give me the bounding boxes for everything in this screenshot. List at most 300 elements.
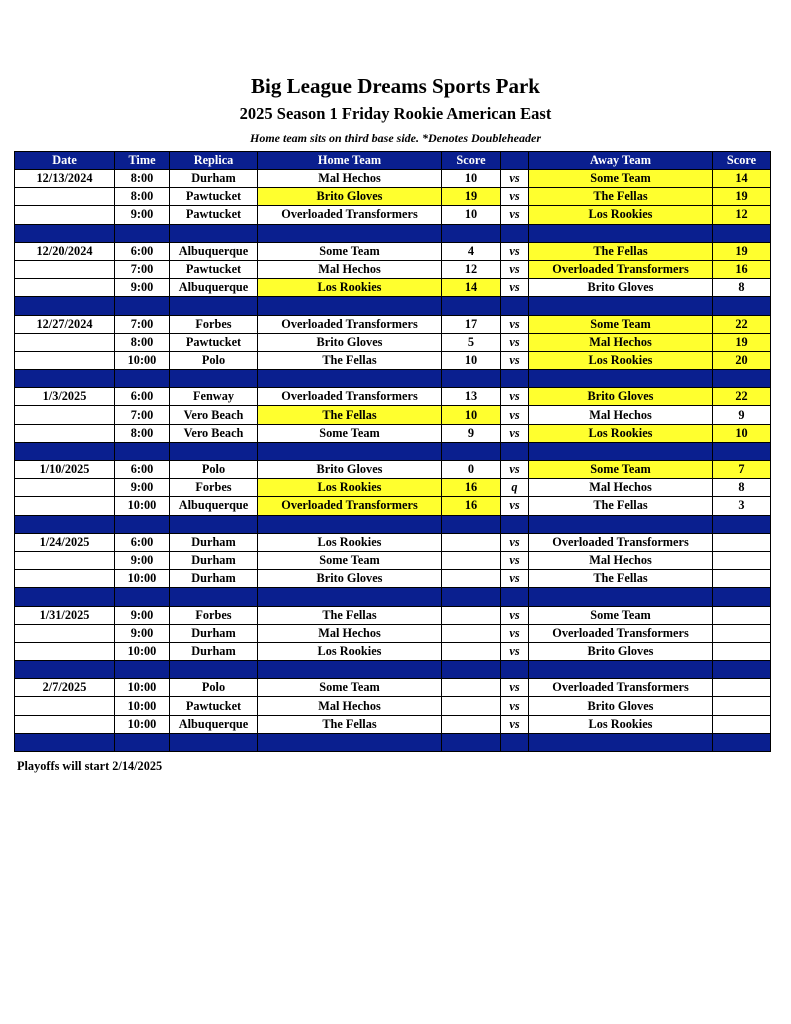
time-cell: 8:00 xyxy=(115,188,170,206)
week-separator-row xyxy=(15,442,771,460)
date-cell: 12/13/2024 xyxy=(15,170,115,188)
away-team-cell: Brito Gloves xyxy=(529,642,713,660)
away-team-cell: Mal Hechos xyxy=(529,333,713,351)
date-cell: 12/27/2024 xyxy=(15,315,115,333)
separator-cell xyxy=(529,224,713,242)
time-cell: 9:00 xyxy=(115,606,170,624)
separator-cell xyxy=(442,588,501,606)
home-score-cell: 13 xyxy=(442,388,501,406)
home-team-cell: Some Team xyxy=(258,424,442,442)
separator-cell xyxy=(170,515,258,533)
date-cell xyxy=(15,479,115,497)
home-team-cell: Overloaded Transformers xyxy=(258,388,442,406)
separator-cell xyxy=(15,733,115,751)
separator-cell xyxy=(170,442,258,460)
away-score-cell xyxy=(713,715,771,733)
home-team-cell: Some Team xyxy=(258,551,442,569)
game-row xyxy=(15,333,771,351)
vs-cell: vs xyxy=(501,624,529,642)
page-title: Big League Dreams Sports Park xyxy=(251,74,540,98)
separator-cell xyxy=(501,515,529,533)
away-score-cell xyxy=(713,679,771,697)
game-row xyxy=(15,715,771,733)
separator-cell xyxy=(258,224,442,242)
home-team-cell: Some Team xyxy=(258,242,442,260)
vs-cell: vs xyxy=(501,206,529,224)
separator-cell xyxy=(442,442,501,460)
away-team-cell: Brito Gloves xyxy=(529,697,713,715)
separator-cell xyxy=(170,224,258,242)
home-team-cell: Brito Gloves xyxy=(258,461,442,479)
home-score-cell xyxy=(442,606,501,624)
home-score-cell: 17 xyxy=(442,315,501,333)
away-score-cell xyxy=(713,624,771,642)
separator-cell xyxy=(529,661,713,679)
separator-cell xyxy=(15,515,115,533)
doubleheader-note: Home team sits on third base side. *Denotes Doubleheader xyxy=(250,131,541,145)
home-team-cell: Brito Gloves xyxy=(258,333,442,351)
separator-cell xyxy=(170,297,258,315)
date-cell: 12/20/2024 xyxy=(15,242,115,260)
separator-cell xyxy=(115,297,170,315)
away-score-cell: 8 xyxy=(713,479,771,497)
schedule-body xyxy=(15,170,771,752)
separator-cell xyxy=(170,733,258,751)
separator-cell xyxy=(713,442,771,460)
game-row xyxy=(15,606,771,624)
replica-cell: Pawtucket xyxy=(170,188,258,206)
week-separator-row xyxy=(15,370,771,388)
home-score-cell xyxy=(442,697,501,715)
date-cell xyxy=(15,624,115,642)
time-cell: 6:00 xyxy=(115,533,170,551)
home-team-cell: Brito Gloves xyxy=(258,570,442,588)
playoffs-note: Playoffs will start 2/14/2025 xyxy=(17,759,163,773)
date-cell xyxy=(15,260,115,278)
separator-cell xyxy=(258,588,442,606)
away-team-cell: The Fellas xyxy=(529,497,713,515)
time-cell: 10:00 xyxy=(115,570,170,588)
home-score-cell: 5 xyxy=(442,333,501,351)
vs-cell: vs xyxy=(501,606,529,624)
col-header-vs xyxy=(501,152,529,170)
replica-cell: Polo xyxy=(170,461,258,479)
page-subtitle: 2025 Season 1 Friday Rookie American East xyxy=(239,104,552,123)
game-row xyxy=(15,406,771,424)
away-team-cell: Overloaded Transformers xyxy=(529,533,713,551)
game-row xyxy=(15,424,771,442)
home-score-cell xyxy=(442,715,501,733)
away-score-cell xyxy=(713,697,771,715)
separator-cell xyxy=(258,733,442,751)
home-score-cell: 19 xyxy=(442,188,501,206)
separator-cell xyxy=(258,442,442,460)
vs-cell: vs xyxy=(501,388,529,406)
col-header-time: Time xyxy=(115,152,170,170)
away-team-cell: Overloaded Transformers xyxy=(529,624,713,642)
away-score-cell: 8 xyxy=(713,279,771,297)
separator-cell xyxy=(529,297,713,315)
game-row xyxy=(15,242,771,260)
separator-cell xyxy=(115,442,170,460)
separator-cell xyxy=(529,515,713,533)
away-team-cell: Overloaded Transformers xyxy=(529,679,713,697)
week-separator-row xyxy=(15,588,771,606)
date-cell: 1/24/2025 xyxy=(15,533,115,551)
away-score-cell: 19 xyxy=(713,333,771,351)
home-score-cell xyxy=(442,642,501,660)
date-cell: 1/10/2025 xyxy=(15,461,115,479)
replica-cell: Durham xyxy=(170,642,258,660)
game-row xyxy=(15,570,771,588)
separator-cell xyxy=(170,370,258,388)
home-team-cell: The Fellas xyxy=(258,406,442,424)
separator-cell xyxy=(115,515,170,533)
separator-cell xyxy=(442,370,501,388)
home-score-cell: 0 xyxy=(442,461,501,479)
game-row xyxy=(15,206,771,224)
vs-cell: vs xyxy=(501,333,529,351)
date-cell xyxy=(15,570,115,588)
separator-cell xyxy=(501,442,529,460)
separator-cell xyxy=(442,661,501,679)
away-score-cell: 20 xyxy=(713,351,771,369)
away-team-cell: Some Team xyxy=(529,315,713,333)
home-team-cell: Mal Hechos xyxy=(258,260,442,278)
game-row xyxy=(15,679,771,697)
time-cell: 10:00 xyxy=(115,715,170,733)
separator-cell xyxy=(15,588,115,606)
time-cell: 7:00 xyxy=(115,406,170,424)
separator-cell xyxy=(713,733,771,751)
vs-cell: vs xyxy=(501,679,529,697)
replica-cell: Forbes xyxy=(170,606,258,624)
time-cell: 9:00 xyxy=(115,206,170,224)
time-cell: 10:00 xyxy=(115,697,170,715)
date-cell xyxy=(15,279,115,297)
week-separator-row xyxy=(15,733,771,751)
replica-cell: Durham xyxy=(170,533,258,551)
separator-cell xyxy=(501,661,529,679)
away-score-cell xyxy=(713,551,771,569)
separator-cell xyxy=(713,297,771,315)
game-row xyxy=(15,260,771,278)
game-row xyxy=(15,642,771,660)
home-team-cell: Overloaded Transformers xyxy=(258,315,442,333)
vs-cell: vs xyxy=(501,570,529,588)
separator-cell xyxy=(713,224,771,242)
away-team-cell: Some Team xyxy=(529,461,713,479)
game-row xyxy=(15,188,771,206)
home-score-cell: 10 xyxy=(442,406,501,424)
replica-cell: Albuquerque xyxy=(170,715,258,733)
away-team-cell: Brito Gloves xyxy=(529,279,713,297)
away-team-cell: Mal Hechos xyxy=(529,551,713,569)
away-score-cell: 19 xyxy=(713,242,771,260)
away-team-cell: The Fellas xyxy=(529,570,713,588)
time-cell: 7:00 xyxy=(115,260,170,278)
time-cell: 9:00 xyxy=(115,624,170,642)
home-score-cell: 12 xyxy=(442,260,501,278)
separator-cell xyxy=(15,370,115,388)
replica-cell: Forbes xyxy=(170,315,258,333)
home-score-cell xyxy=(442,624,501,642)
replica-cell: Pawtucket xyxy=(170,333,258,351)
home-team-cell: Some Team xyxy=(258,679,442,697)
away-team-cell: Mal Hechos xyxy=(529,479,713,497)
away-team-cell: The Fellas xyxy=(529,242,713,260)
away-score-cell: 10 xyxy=(713,424,771,442)
home-score-cell: 16 xyxy=(442,497,501,515)
separator-cell xyxy=(442,297,501,315)
replica-cell: Pawtucket xyxy=(170,260,258,278)
separator-cell xyxy=(15,224,115,242)
replica-cell: Durham xyxy=(170,570,258,588)
time-cell: 6:00 xyxy=(115,461,170,479)
week-separator-row xyxy=(15,297,771,315)
game-row xyxy=(15,479,771,497)
separator-cell xyxy=(258,370,442,388)
game-row xyxy=(15,497,771,515)
home-team-cell: Los Rookies xyxy=(258,479,442,497)
away-team-cell: Brito Gloves xyxy=(529,388,713,406)
away-team-cell: Los Rookies xyxy=(529,351,713,369)
away-score-cell: 3 xyxy=(713,497,771,515)
separator-cell xyxy=(501,370,529,388)
time-cell: 9:00 xyxy=(115,479,170,497)
separator-cell xyxy=(115,588,170,606)
col-header-home-score: Score xyxy=(442,152,501,170)
separator-cell xyxy=(115,370,170,388)
vs-cell: vs xyxy=(501,170,529,188)
separator-cell xyxy=(258,661,442,679)
separator-cell xyxy=(442,224,501,242)
home-score-cell: 10 xyxy=(442,170,501,188)
home-score-cell xyxy=(442,533,501,551)
game-row xyxy=(15,697,771,715)
away-team-cell: Los Rookies xyxy=(529,206,713,224)
replica-cell: Durham xyxy=(170,551,258,569)
away-score-cell: 7 xyxy=(713,461,771,479)
separator-cell xyxy=(442,515,501,533)
replica-cell: Albuquerque xyxy=(170,497,258,515)
schedule-table xyxy=(14,151,771,752)
replica-cell: Forbes xyxy=(170,479,258,497)
separator-cell xyxy=(115,224,170,242)
vs-cell: vs xyxy=(501,642,529,660)
separator-cell xyxy=(501,297,529,315)
date-cell xyxy=(15,715,115,733)
col-header-away-team: Away Team xyxy=(529,152,713,170)
vs-cell: q xyxy=(501,479,529,497)
col-header-away-score: Score xyxy=(713,152,771,170)
time-cell: 10:00 xyxy=(115,642,170,660)
time-cell: 10:00 xyxy=(115,679,170,697)
separator-cell xyxy=(115,661,170,679)
home-score-cell xyxy=(442,570,501,588)
away-team-cell: Some Team xyxy=(529,170,713,188)
home-score-cell: 14 xyxy=(442,279,501,297)
away-score-cell: 9 xyxy=(713,406,771,424)
game-row xyxy=(15,315,771,333)
date-cell xyxy=(15,206,115,224)
vs-cell: vs xyxy=(501,461,529,479)
separator-cell xyxy=(713,515,771,533)
time-cell: 8:00 xyxy=(115,170,170,188)
vs-cell: vs xyxy=(501,242,529,260)
replica-cell: Pawtucket xyxy=(170,206,258,224)
replica-cell: Fenway xyxy=(170,388,258,406)
home-team-cell: Mal Hechos xyxy=(258,170,442,188)
away-team-cell: Mal Hechos xyxy=(529,406,713,424)
time-cell: 9:00 xyxy=(115,551,170,569)
time-cell: 8:00 xyxy=(115,333,170,351)
separator-cell xyxy=(713,661,771,679)
separator-cell xyxy=(15,442,115,460)
away-score-cell: 16 xyxy=(713,260,771,278)
separator-cell xyxy=(170,661,258,679)
home-score-cell: 10 xyxy=(442,206,501,224)
date-cell: 1/3/2025 xyxy=(15,388,115,406)
away-team-cell: Some Team xyxy=(529,606,713,624)
date-cell xyxy=(15,497,115,515)
home-team-cell: The Fellas xyxy=(258,715,442,733)
vs-cell: vs xyxy=(501,533,529,551)
home-team-cell: Mal Hechos xyxy=(258,697,442,715)
date-cell xyxy=(15,551,115,569)
home-score-cell xyxy=(442,551,501,569)
away-team-cell: Overloaded Transformers xyxy=(529,260,713,278)
week-separator-row xyxy=(15,224,771,242)
week-separator-row xyxy=(15,515,771,533)
date-cell xyxy=(15,697,115,715)
home-team-cell: Los Rookies xyxy=(258,642,442,660)
home-team-cell: Los Rookies xyxy=(258,533,442,551)
date-cell xyxy=(15,406,115,424)
replica-cell: Pawtucket xyxy=(170,697,258,715)
home-team-cell: Overloaded Transformers xyxy=(258,206,442,224)
week-separator-row xyxy=(15,661,771,679)
home-team-cell: Mal Hechos xyxy=(258,624,442,642)
separator-cell xyxy=(529,588,713,606)
home-team-cell: The Fellas xyxy=(258,606,442,624)
home-score-cell: 4 xyxy=(442,242,501,260)
separator-cell xyxy=(501,733,529,751)
separator-cell xyxy=(258,515,442,533)
away-team-cell: The Fellas xyxy=(529,188,713,206)
home-team-cell: Brito Gloves xyxy=(258,188,442,206)
game-row xyxy=(15,533,771,551)
game-row xyxy=(15,461,771,479)
vs-cell: vs xyxy=(501,551,529,569)
game-row xyxy=(15,388,771,406)
game-row xyxy=(15,279,771,297)
separator-cell xyxy=(529,442,713,460)
vs-cell: vs xyxy=(501,406,529,424)
away-score-cell: 12 xyxy=(713,206,771,224)
home-team-cell: The Fellas xyxy=(258,351,442,369)
game-row xyxy=(15,351,771,369)
replica-cell: Albuquerque xyxy=(170,242,258,260)
away-score-cell xyxy=(713,642,771,660)
away-score-cell xyxy=(713,606,771,624)
separator-cell xyxy=(529,733,713,751)
separator-cell xyxy=(15,297,115,315)
game-row xyxy=(15,624,771,642)
replica-cell: Vero Beach xyxy=(170,406,258,424)
vs-cell: vs xyxy=(501,260,529,278)
away-score-cell xyxy=(713,533,771,551)
separator-cell xyxy=(15,661,115,679)
time-cell: 10:00 xyxy=(115,351,170,369)
away-team-cell: Los Rookies xyxy=(529,424,713,442)
vs-cell: vs xyxy=(501,351,529,369)
col-header-home-team: Home Team xyxy=(258,152,442,170)
away-score-cell xyxy=(713,570,771,588)
time-cell: 8:00 xyxy=(115,424,170,442)
date-cell xyxy=(15,188,115,206)
vs-cell: vs xyxy=(501,315,529,333)
col-header-replica: Replica xyxy=(170,152,258,170)
date-cell xyxy=(15,351,115,369)
time-cell: 9:00 xyxy=(115,279,170,297)
date-cell: 1/31/2025 xyxy=(15,606,115,624)
home-team-cell: Los Rookies xyxy=(258,279,442,297)
home-score-cell xyxy=(442,679,501,697)
vs-cell: vs xyxy=(501,424,529,442)
away-team-cell: Los Rookies xyxy=(529,715,713,733)
separator-cell xyxy=(501,224,529,242)
date-cell xyxy=(15,424,115,442)
replica-cell: Polo xyxy=(170,679,258,697)
separator-cell xyxy=(713,588,771,606)
date-cell: 2/7/2025 xyxy=(15,679,115,697)
col-header-date: Date xyxy=(15,152,115,170)
replica-cell: Durham xyxy=(170,624,258,642)
time-cell: 6:00 xyxy=(115,242,170,260)
date-cell xyxy=(15,333,115,351)
time-cell: 7:00 xyxy=(115,315,170,333)
home-team-cell: Overloaded Transformers xyxy=(258,497,442,515)
separator-cell xyxy=(170,588,258,606)
home-score-cell: 9 xyxy=(442,424,501,442)
game-row xyxy=(15,170,771,188)
replica-cell: Albuquerque xyxy=(170,279,258,297)
away-score-cell: 14 xyxy=(713,170,771,188)
header-row xyxy=(15,152,771,170)
away-score-cell: 22 xyxy=(713,315,771,333)
date-cell xyxy=(15,642,115,660)
home-score-cell: 10 xyxy=(442,351,501,369)
replica-cell: Durham xyxy=(170,170,258,188)
home-score-cell: 16 xyxy=(442,479,501,497)
separator-cell xyxy=(258,297,442,315)
replica-cell: Polo xyxy=(170,351,258,369)
separator-cell xyxy=(713,370,771,388)
vs-cell: vs xyxy=(501,279,529,297)
away-score-cell: 19 xyxy=(713,188,771,206)
vs-cell: vs xyxy=(501,715,529,733)
separator-cell xyxy=(115,733,170,751)
time-cell: 10:00 xyxy=(115,497,170,515)
separator-cell xyxy=(501,588,529,606)
game-row xyxy=(15,551,771,569)
replica-cell: Vero Beach xyxy=(170,424,258,442)
time-cell: 6:00 xyxy=(115,388,170,406)
vs-cell: vs xyxy=(501,697,529,715)
separator-cell xyxy=(529,370,713,388)
vs-cell: vs xyxy=(501,497,529,515)
